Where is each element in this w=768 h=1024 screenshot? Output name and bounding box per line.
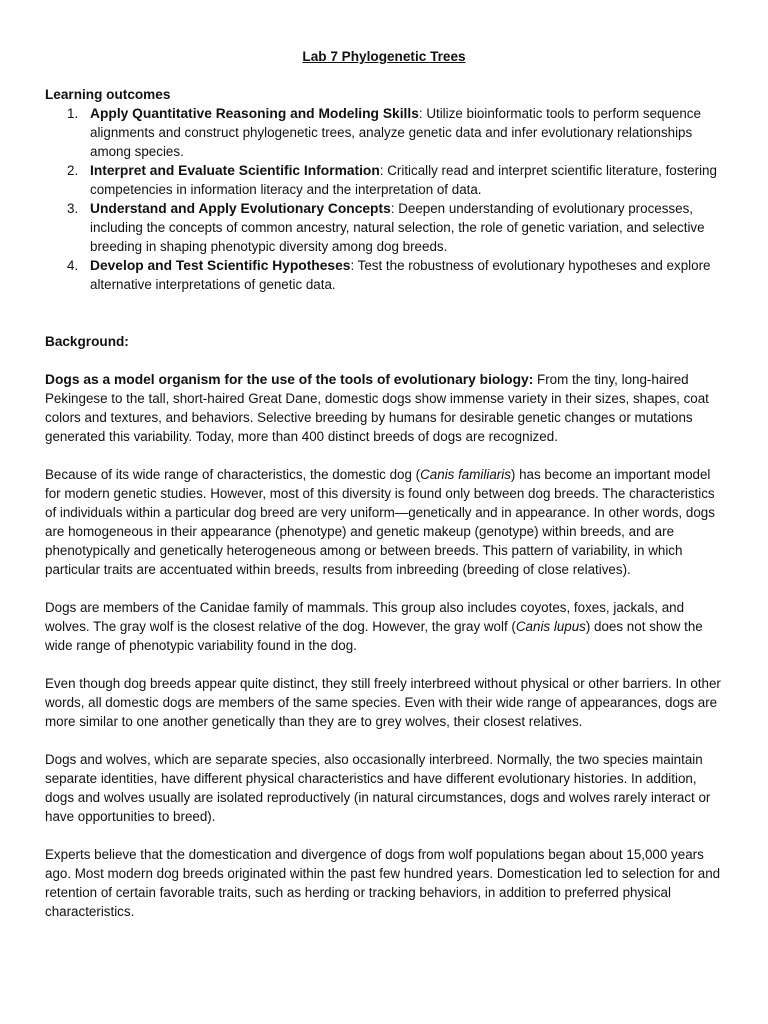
learning-outcomes-list (45, 104, 725, 294)
paragraph-domestication: Experts believe that the domestication and divergence of dogs from wolf populations began about 15,000 years ago. Most modern dog breeds originated within the past few hundred years. Domestication led to selection for and retention of certain favorable traits, such as herding or tracking behaviors, in addition to preferred physical characteristics. (45, 847, 721, 919)
learning-outcomes-heading: Learning outcomes (45, 87, 171, 102)
paragraph-canis-familiaris (45, 465, 725, 579)
list-item-title: Apply Quantitative Reasoning and Modeling Skills (90, 106, 419, 121)
list-item-text: : Utilize bioinformatic tools to perform sequence alignments and construct phylogenetic trees, analyze genetic data and infer evolutionary relationships among species. (90, 106, 701, 159)
paragraph-dogs-model-organism (45, 370, 725, 446)
list-item-text: : Critically read and interpret scientific literature, fostering competencies in information literacy and the interpretation of data. (90, 163, 717, 197)
species-name: Canis familiaris (420, 467, 511, 482)
paragraph-lead: Dogs as a model organism for the use of the tools of evolutionary biology: (45, 372, 534, 387)
species-name: Canis lupus (515, 619, 586, 634)
paragraph-interbreed: Even though dog breeds appear quite distinct, they still freely interbreed without physical or other barriers. In other words, all domestic dogs are members of the same species. Even with their wide range of appearances, dogs are more similar to one another genetically than they are to grey wolves, their closest relatives. (45, 676, 721, 729)
paragraph-canidae (45, 598, 725, 655)
list-item-text: : Deepen understanding of evolutionary processes, including the concepts of common ancestry, natural selection, the role of genetic variation, and selective breeding in shaping phenotypic diversity among dog breeds. (90, 201, 705, 254)
paragraph-text: ) does not show the wide range of phenotypic variability found in the dog. (45, 619, 703, 653)
background-heading: Background: (45, 334, 129, 349)
list-item-title: Understand and Apply Evolutionary Concepts (90, 201, 391, 216)
list-item-number: 4. (67, 258, 79, 273)
list-item-title: Develop and Test Scientific Hypotheses (90, 258, 351, 273)
paragraph-dogs-wolves: Dogs and wolves, which are separate species, also occasionally interbreed. Normally, the two species maintain separate identities, have different physical characteristics and have different evolutionary histories. In addition, dogs and wolves usually are isolated reproductively (in natural circumstances, dogs and wolves rarely interact or have opportunities to breed). (45, 752, 711, 824)
list-item-number: 3. (67, 201, 79, 216)
list-item (45, 199, 725, 256)
list-item (45, 161, 725, 199)
list-item-number: 1. (67, 106, 79, 121)
list-item-number: 2. (67, 163, 79, 178)
document-body (45, 85, 725, 921)
list-item (45, 256, 725, 294)
paragraph-text: ) has become an important model for modern genetic studies. However, most of this diversity is found only between dog breeds. The characteristics of individuals within a particular dog breed are very uniform—genetically and in appearance. In other words, dogs are homogeneous in their appearance (phenotype) and genetic makeup (genotype) within breeds, and are phenotypically and genetically heterogeneous among or between breeds. This pattern of variability, in which particular traits are accentuated within breeds, results from inbreeding (breeding of close relatives). (45, 467, 715, 577)
paragraph-text: From the tiny, long-haired Pekingese to the tall, short-haired Great Dane, domestic dogs show immense variety in their sizes, shapes, coat colors and textures, and behaviors. Selective breeding by humans for desirable genetic changes or mutations generated this variability. Today, more than 400 distinct breeds of dogs are recognized. (45, 372, 709, 444)
paragraph-text: Dogs are members of the Canidae family of mammals. This group also includes coyotes, foxes, jackals, and wolves. The gray wolf is the closest relative of the dog. However, the gray wolf ( (45, 600, 685, 634)
paragraph-text: Because of its wide range of characteristics, the domestic dog ( (45, 467, 421, 482)
list-item-title: Interpret and Evaluate Scientific Information (90, 163, 380, 178)
list-item-text: : Test the robustness of evolutionary hypotheses and explore alternative interpretations of genetic data. (90, 258, 711, 292)
list-item (45, 104, 725, 161)
page-title: Lab 7 Phylogenetic Trees (302, 49, 466, 64)
